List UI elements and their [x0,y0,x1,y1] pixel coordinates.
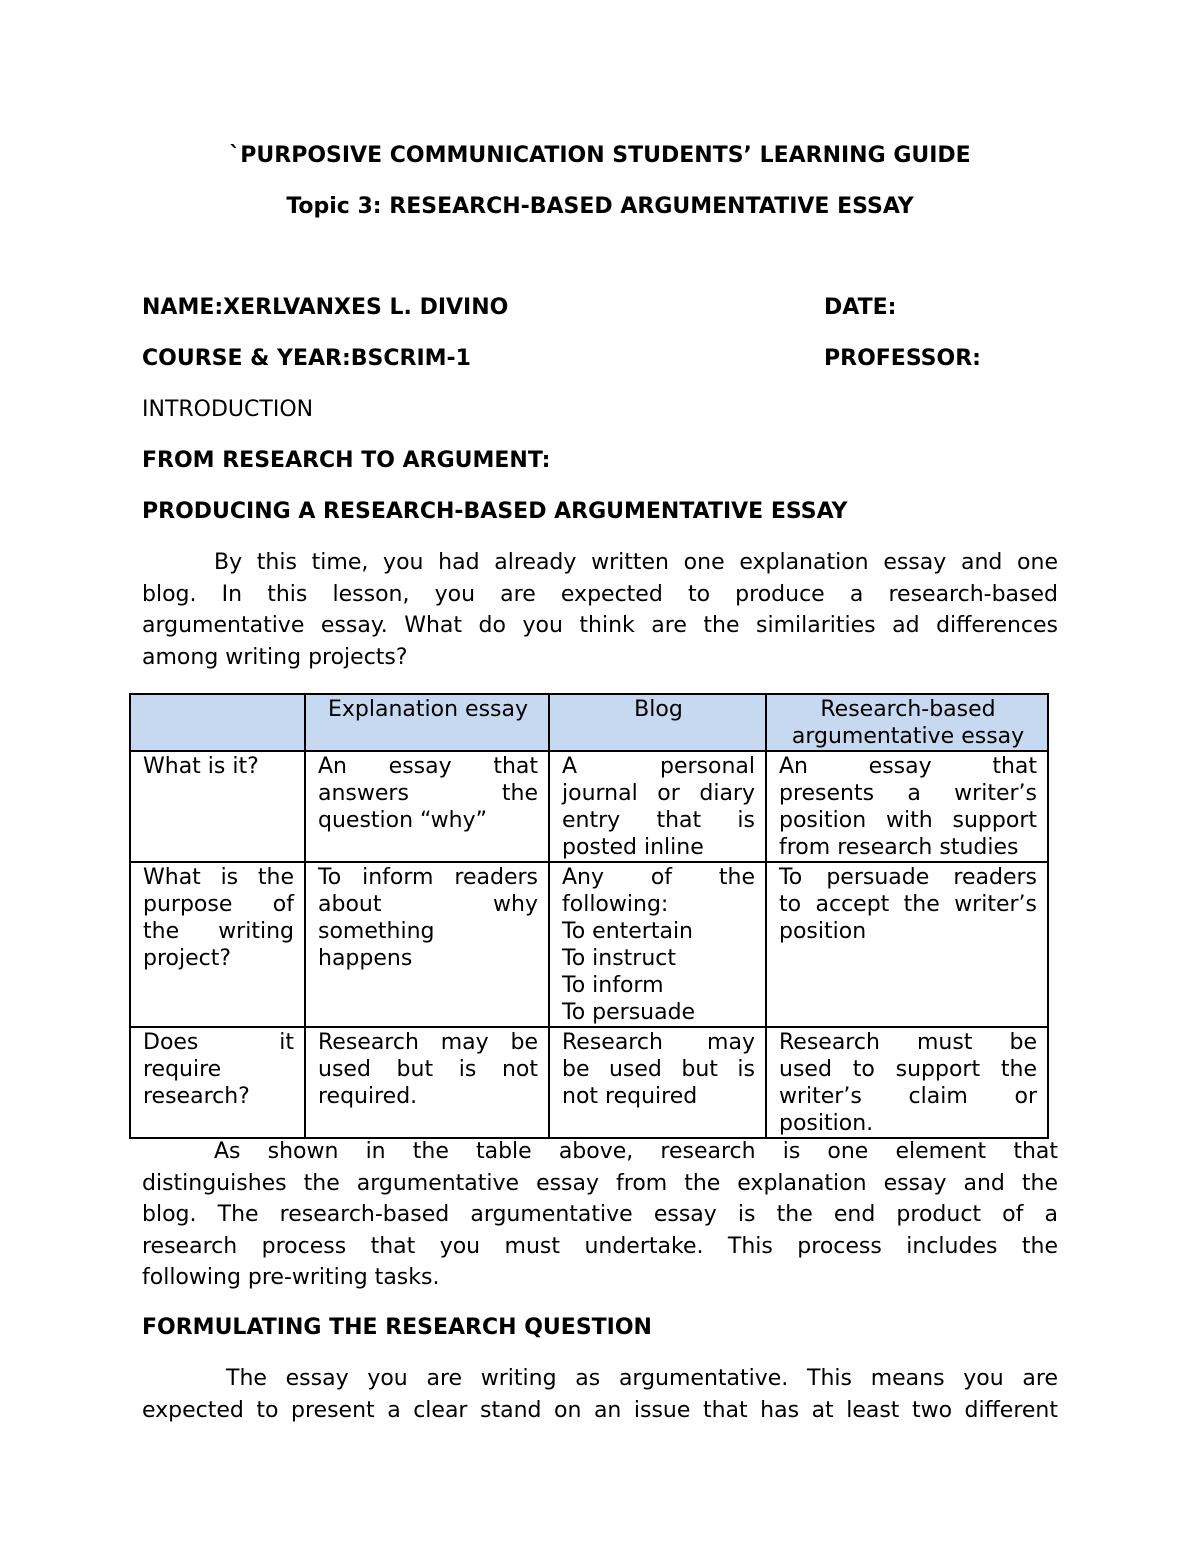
table-cell-label: What is it? [130,751,305,862]
table-cell: A personal journal or diary entry that is posted inline [549,751,766,862]
table-cell-label: Does it require research? [130,1027,305,1138]
table-cell: Research may be used but is not required. [305,1027,549,1138]
paragraph-line: blog. In this lesson, you are expected to produce a research-based [142,581,1058,607]
table-row [130,751,1048,862]
table-cell: To inform readers about why something happens [305,862,549,1027]
topic-title: Topic 3: RESEARCH-BASED ARGUMENTATIVE ESSAY [286,194,914,219]
table-header-explanation: Explanation essay [305,694,549,751]
section-heading-producing-essay: PRODUCING A RESEARCH-BASED ARGUMENTATIVE ESSAY [142,499,848,524]
section-heading-research-to-argument: FROM RESEARCH TO ARGUMENT: [142,448,551,473]
table-cell: An essay that answers the question “why” [305,751,549,862]
table-row [130,1027,1048,1138]
paragraph-line: blog. The research-based argumentative essay is the end product of a [142,1202,1058,1227]
research-question-paragraph [142,1363,1058,1426]
table-discussion-paragraph [142,1136,1058,1294]
paragraph-line: By this time, you had already written one explanation essay and one [214,550,1058,575]
paragraph-line: among writing projects? [142,644,408,670]
student-name: NAME:XERLVANXES L. DIVINO [142,295,509,320]
table-cell: To persuade readers to accept the writer’s position [766,862,1048,1027]
paragraph-line: expected to present a clear stand on an issue that has at least two different [142,1397,1058,1423]
table-header-row [130,694,1048,751]
paragraph-line: As shown in the table above, research is one element that [214,1139,1058,1164]
table-cell: An essay that presents a writer’s position with support from research studies [766,751,1048,862]
paragraph-line: distinguishes the argumentative essay from the explanation essay and the [142,1170,1058,1196]
table-cell: Research must be used to support the writer’s claim or position. [766,1027,1048,1138]
intro-paragraph [142,547,1058,673]
date-label: DATE: [824,295,897,320]
document-title: `PURPOSIVE COMMUNICATION STUDENTS’ LEARNING GUIDE [229,143,971,168]
course-year: COURSE & YEAR:BSCRIM-1 [142,346,471,371]
table-cell-label: What is the purpose of the writing project? [130,862,305,1027]
comparison-table [129,693,1049,1139]
paragraph-line: research process that you must undertake. This process includes the [142,1233,1058,1259]
table-header-research: Research-based argumentative essay [766,694,1048,751]
professor-label: PROFESSOR: [824,346,981,371]
table-cell: Research may be used but is not required [549,1027,766,1138]
table-row [130,862,1048,1027]
paragraph-line: following pre-writing tasks. [142,1265,440,1290]
paragraph-line: The essay you are writing as argumentative. This means you are [226,1366,1058,1391]
introduction-label: INTRODUCTION [142,397,314,422]
table-header-blog: Blog [549,694,766,751]
table-header-empty [130,694,305,751]
table-cell: Any of the following: To entertain To instruct To inform To persuade [549,862,766,1027]
paragraph-line: argumentative essay. What do you think are the similarities ad differences [142,613,1058,638]
section-heading-research-question: FORMULATING THE RESEARCH QUESTION [142,1315,652,1340]
